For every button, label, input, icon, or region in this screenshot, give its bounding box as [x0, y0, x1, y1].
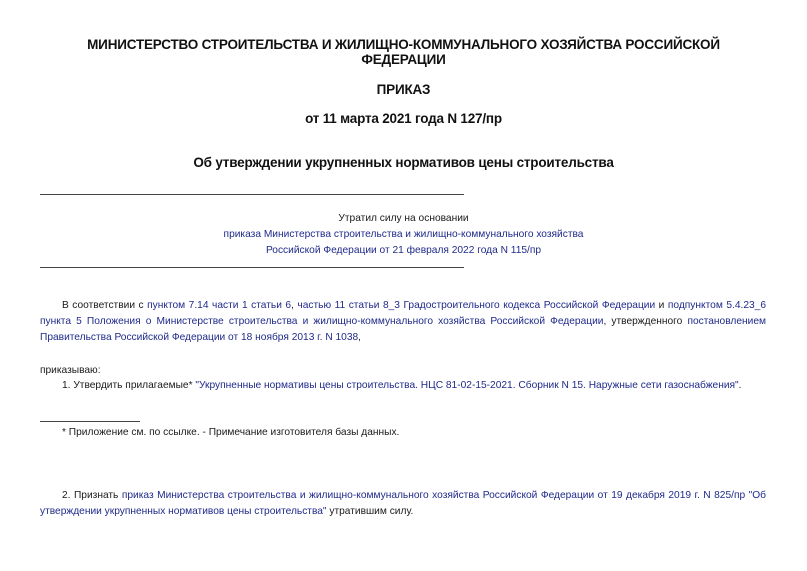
link-ministry-regulation[interactable]: подпунктом 5.4.23_6 пункта 5 Положения о Министерстве строительства и жилищно-коммунального хозяйства Российской Федерации	[40, 300, 766, 327]
document-type: ПРИКАЗ	[376, 82, 431, 97]
repeal-order-link-line2[interactable]: Российской Федерации от 21 февраля 2022 года N 115/пр	[265, 245, 542, 256]
preamble-paragraph	[40, 298, 766, 346]
order-word: приказываю:	[40, 365, 101, 376]
item-1-text: .	[738, 380, 742, 391]
item-1-text: 1. Утвердить прилагаемые*	[62, 380, 196, 391]
link-government-resolution[interactable]: постановлением Правительства Российской Федерации от 18 ноября 2013 г. N 1038	[40, 316, 766, 343]
document-date-number: от 11 марта 2021 года N 127/пр	[305, 111, 502, 126]
preamble-text: ,	[291, 300, 298, 311]
item-2-text: 2. Признать	[62, 490, 122, 501]
preamble-text: , утвержденного	[603, 316, 688, 327]
status-note-text: Утратил силу на основании	[338, 213, 469, 224]
item-2-paragraph	[40, 488, 766, 520]
divider-top	[40, 194, 464, 195]
document-title: Об утверждении укрупненных нормативов цены строительства	[193, 155, 614, 170]
item-1-paragraph	[40, 378, 766, 394]
link-clause-7-14[interactable]: пунктом 7.14 части 1 статьи 6	[147, 300, 292, 311]
repeal-order-link-line1[interactable]: приказа Министерства строительства и жилищно-коммунального хозяйства	[223, 229, 584, 240]
link-ncs-collection-15[interactable]: "Укрупненные нормативы цены строительства. НЦС 81-02-15-2021. Сборник N 15. Наружные сети газоснабжения"	[195, 380, 739, 391]
divider-bottom	[40, 267, 464, 268]
status-note	[200, 211, 607, 259]
footnote: * Приложение см. по ссылке. - Примечание изготовителя базы данных.	[62, 427, 400, 438]
footnote-divider	[40, 421, 140, 422]
preamble-text: ,	[358, 332, 362, 343]
preamble-text: В соответствии с	[62, 300, 148, 311]
link-town-planning-code[interactable]: частью 11 статьи 8_3 Градостроительного кодекса Российской Федерации	[297, 300, 656, 311]
preamble-text: и	[655, 300, 668, 311]
ministry-name-line2: ФЕДЕРАЦИИ	[361, 52, 446, 67]
item-2-text: утратившим силу.	[326, 506, 414, 517]
link-order-825[interactable]: приказ Министерства строительства и жилищно-коммунального хозяйства Российской Федерации от 19 декабря 2019 г. N 825/пр "Об утверждении укрупненных нормативов цены строительства"	[40, 490, 766, 517]
ministry-name-line1: МИНИСТЕРСТВО СТРОИТЕЛЬСТВА И ЖИЛИЩНО-КОММУНАЛЬНОГО ХОЗЯЙСТВА РОССИЙСКОЙ	[87, 37, 720, 52]
